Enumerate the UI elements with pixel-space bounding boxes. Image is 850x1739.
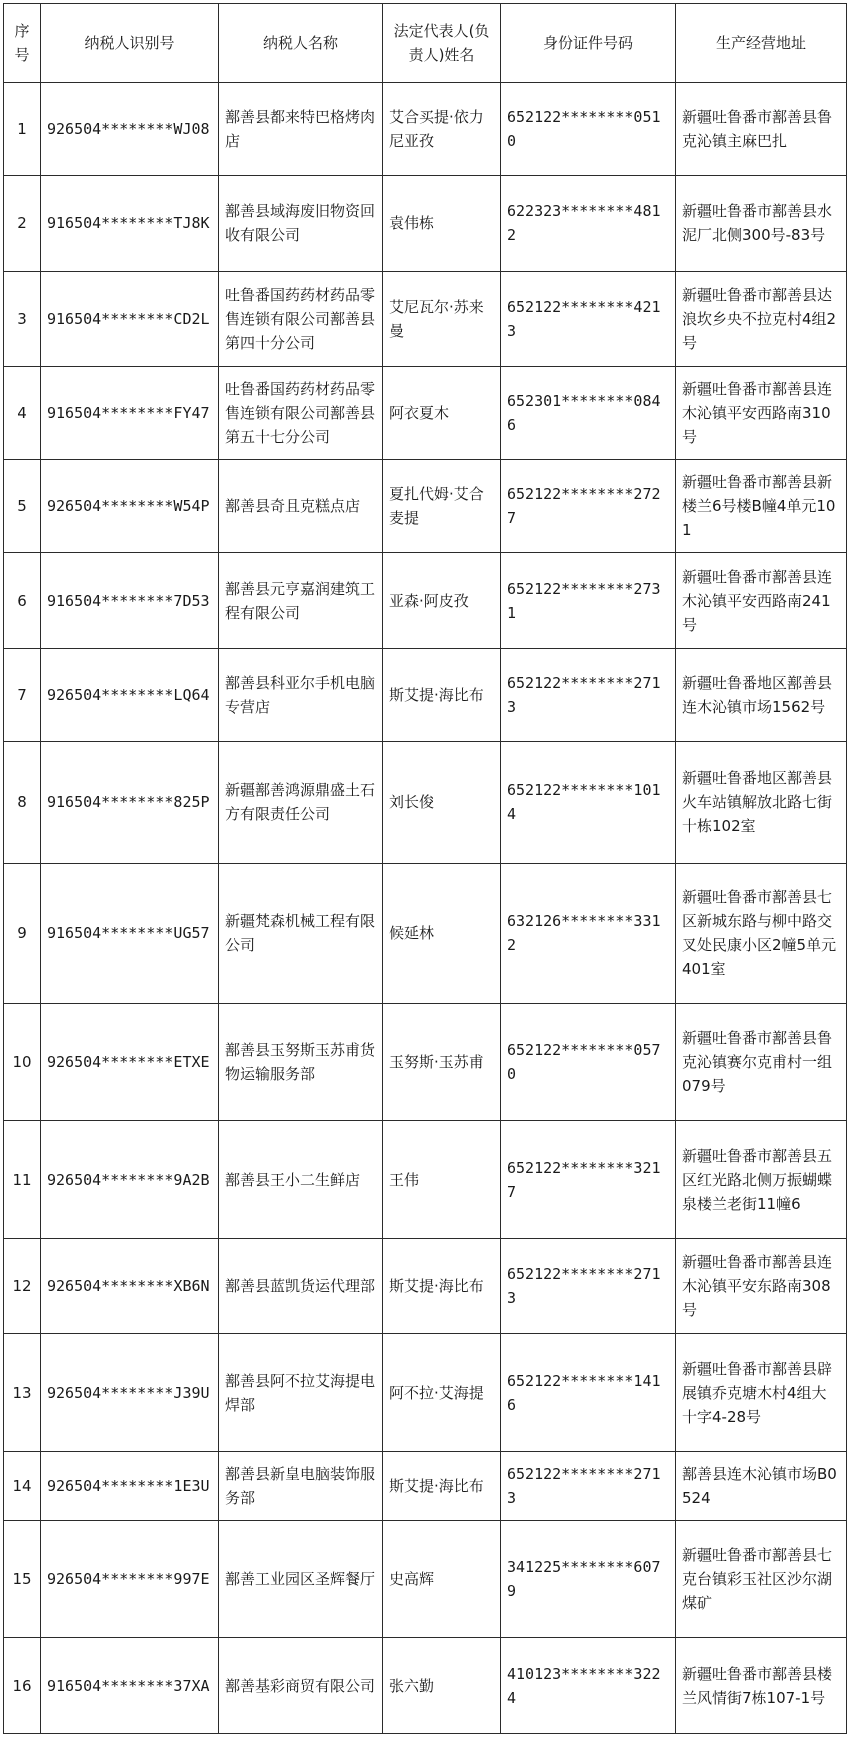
- taxpayer-table: [3, 3, 847, 1734]
- cell-name: 鄯善县新皇电脑装饰服务部: [219, 1452, 383, 1521]
- cell-seq: 14: [4, 1452, 41, 1521]
- cell-tin: 926504********J39U: [41, 1334, 219, 1452]
- cell-name: 鄯善县阿不拉艾海提电焊部: [219, 1334, 383, 1452]
- cell-name: 鄯善县玉努斯玉苏甫货物运输服务部: [219, 1003, 383, 1121]
- table-row: [4, 1003, 847, 1121]
- cell-tin: 926504********LQ64: [41, 648, 219, 741]
- cell-rep: 玉努斯·玉苏甫: [383, 1003, 501, 1121]
- table-row: [4, 648, 847, 741]
- cell-tin: 916504********37XA: [41, 1638, 219, 1734]
- cell-seq: 5: [4, 460, 41, 553]
- cell-tin: 916504********FY47: [41, 367, 219, 460]
- header-name: 纳税人名称: [219, 4, 383, 83]
- cell-rep: 阿不拉·艾海提: [383, 1334, 501, 1452]
- cell-rep: 艾尼瓦尔·苏来曼: [383, 271, 501, 366]
- cell-address: 新疆吐鲁番市鄯善县鲁克沁镇主麻巴扎: [676, 83, 847, 176]
- cell-id: 632126********3312: [501, 864, 676, 1004]
- cell-address: 新疆吐鲁番市鄯善县七克台镇彩玉社区沙尔湖煤矿: [676, 1520, 847, 1638]
- cell-tin: 916504********CD2L: [41, 271, 219, 366]
- cell-seq: 2: [4, 176, 41, 271]
- cell-seq: 8: [4, 741, 41, 863]
- cell-seq: 10: [4, 1003, 41, 1121]
- cell-id: 622323********4812: [501, 176, 676, 271]
- cell-seq: 9: [4, 864, 41, 1004]
- cell-address: 新疆吐鲁番市鄯善县辟展镇乔克塘木村4组大十字4-28号: [676, 1334, 847, 1452]
- header-seq: 序号: [4, 4, 41, 83]
- cell-tin: 926504********ETXE: [41, 1003, 219, 1121]
- cell-id: 652122********2713: [501, 1239, 676, 1334]
- cell-address: 新疆吐鲁番市鄯善县新楼兰6号楼B幢4单元101: [676, 460, 847, 553]
- cell-id: 652122********4213: [501, 271, 676, 366]
- table-body: [4, 83, 847, 1734]
- cell-tin: 926504********1E3U: [41, 1452, 219, 1521]
- table-row: [4, 1239, 847, 1334]
- cell-name: 鄯善县奇且克糕点店: [219, 460, 383, 553]
- cell-id: 652122********2713: [501, 1452, 676, 1521]
- cell-rep: 袁伟栋: [383, 176, 501, 271]
- cell-rep: 史高辉: [383, 1520, 501, 1638]
- cell-rep: 艾合买提·依力尼亚孜: [383, 83, 501, 176]
- cell-address: 新疆吐鲁番市鄯善县楼兰风情街7栋107-1号: [676, 1638, 847, 1734]
- cell-id: 652122********0570: [501, 1003, 676, 1121]
- cell-seq: 15: [4, 1520, 41, 1638]
- cell-seq: 6: [4, 553, 41, 648]
- cell-tin: 926504********997E: [41, 1520, 219, 1638]
- cell-tin: 916504********7D53: [41, 553, 219, 648]
- cell-seq: 16: [4, 1638, 41, 1734]
- table-header-row: [4, 4, 847, 83]
- header-id: 身份证件号码: [501, 4, 676, 83]
- cell-id: 652122********2713: [501, 648, 676, 741]
- cell-tin: 916504********TJ8K: [41, 176, 219, 271]
- table-row: [4, 741, 847, 863]
- cell-address: 新疆吐鲁番市鄯善县鲁克沁镇赛尔克甫村一组079号: [676, 1003, 847, 1121]
- header-address: 生产经营地址: [676, 4, 847, 83]
- cell-tin: 916504********825P: [41, 741, 219, 863]
- cell-address: 新疆吐鲁番市鄯善县连木沁镇平安西路南241号: [676, 553, 847, 648]
- cell-seq: 4: [4, 367, 41, 460]
- cell-tin: 926504********9A2B: [41, 1121, 219, 1239]
- table-row: [4, 460, 847, 553]
- table-row: [4, 553, 847, 648]
- cell-id: 652122********3217: [501, 1121, 676, 1239]
- cell-id: 652122********2731: [501, 553, 676, 648]
- header-tin: 纳税人识别号: [41, 4, 219, 83]
- cell-name: 鄯善县蓝凯货运代理部: [219, 1239, 383, 1334]
- cell-address: 新疆吐鲁番市鄯善县五区红光路北侧万振蝴蝶泉楼兰老街11幢6: [676, 1121, 847, 1239]
- cell-address: 鄯善县连木沁镇市场B0524: [676, 1452, 847, 1521]
- table-row: [4, 176, 847, 271]
- table-row: [4, 367, 847, 460]
- cell-name: 鄯善县科亚尔手机电脑专营店: [219, 648, 383, 741]
- table-row: [4, 1638, 847, 1734]
- table-row: [4, 271, 847, 366]
- cell-id: 652122********1416: [501, 1334, 676, 1452]
- table-row: [4, 1520, 847, 1638]
- cell-address: 新疆吐鲁番市鄯善县七区新城东路与柳中路交叉处民康小区2幢5单元401室: [676, 864, 847, 1004]
- cell-address: 新疆吐鲁番市鄯善县达浪坎乡央不拉克村4组2号: [676, 271, 847, 366]
- cell-rep: 候延林: [383, 864, 501, 1004]
- table-row: [4, 83, 847, 176]
- cell-tin: 926504********W54P: [41, 460, 219, 553]
- table-row: [4, 1452, 847, 1521]
- cell-address: 新疆吐鲁番地区鄯善县火车站镇解放北路七街十栋102室: [676, 741, 847, 863]
- cell-tin: 916504********UG57: [41, 864, 219, 1004]
- table-row: [4, 1334, 847, 1452]
- cell-rep: 斯艾提·海比布: [383, 1452, 501, 1521]
- cell-rep: 斯艾提·海比布: [383, 1239, 501, 1334]
- cell-name: 吐鲁番国药药材药品零售连锁有限公司鄯善县第五十七分公司: [219, 367, 383, 460]
- cell-seq: 11: [4, 1121, 41, 1239]
- cell-address: 新疆吐鲁番市鄯善县连木沁镇平安西路南310号: [676, 367, 847, 460]
- cell-address: 新疆吐鲁番市鄯善县连木沁镇平安东路南308号: [676, 1239, 847, 1334]
- cell-rep: 王伟: [383, 1121, 501, 1239]
- cell-id: 341225********6079: [501, 1520, 676, 1638]
- cell-rep: 张六勤: [383, 1638, 501, 1734]
- cell-seq: 3: [4, 271, 41, 366]
- cell-name: 鄯善基彩商贸有限公司: [219, 1638, 383, 1734]
- cell-name: 吐鲁番国药药材药品零售连锁有限公司鄯善县第四十分公司: [219, 271, 383, 366]
- cell-rep: 刘长俊: [383, 741, 501, 863]
- cell-name: 鄯善县域海废旧物资回收有限公司: [219, 176, 383, 271]
- cell-id: 652301********0846: [501, 367, 676, 460]
- cell-id: 652122********0510: [501, 83, 676, 176]
- cell-address: 新疆吐鲁番地区鄯善县连木沁镇市场1562号: [676, 648, 847, 741]
- header-rep: 法定代表人(负责人)姓名: [383, 4, 501, 83]
- cell-rep: 阿衣夏木: [383, 367, 501, 460]
- cell-name: 新疆鄯善鸿源鼎盛土石方有限责任公司: [219, 741, 383, 863]
- cell-tin: 926504********XB6N: [41, 1239, 219, 1334]
- cell-id: 410123********3224: [501, 1638, 676, 1734]
- table-row: [4, 1121, 847, 1239]
- table-row: [4, 864, 847, 1004]
- cell-name: 鄯善工业园区圣辉餐厅: [219, 1520, 383, 1638]
- cell-name: 鄯善县都来特巴格烤肉店: [219, 83, 383, 176]
- cell-address: 新疆吐鲁番市鄯善县水泥厂北侧300号-83号: [676, 176, 847, 271]
- cell-id: 652122********1014: [501, 741, 676, 863]
- cell-seq: 7: [4, 648, 41, 741]
- cell-rep: 亚森·阿皮孜: [383, 553, 501, 648]
- cell-seq: 12: [4, 1239, 41, 1334]
- cell-name: 新疆梵森机械工程有限公司: [219, 864, 383, 1004]
- cell-rep: 夏扎代姆·艾合麦提: [383, 460, 501, 553]
- cell-name: 鄯善县王小二生鲜店: [219, 1121, 383, 1239]
- cell-seq: 13: [4, 1334, 41, 1452]
- cell-name: 鄯善县元亨嘉润建筑工程有限公司: [219, 553, 383, 648]
- cell-tin: 926504********WJ08: [41, 83, 219, 176]
- cell-rep: 斯艾提·海比布: [383, 648, 501, 741]
- cell-id: 652122********2727: [501, 460, 676, 553]
- cell-seq: 1: [4, 83, 41, 176]
